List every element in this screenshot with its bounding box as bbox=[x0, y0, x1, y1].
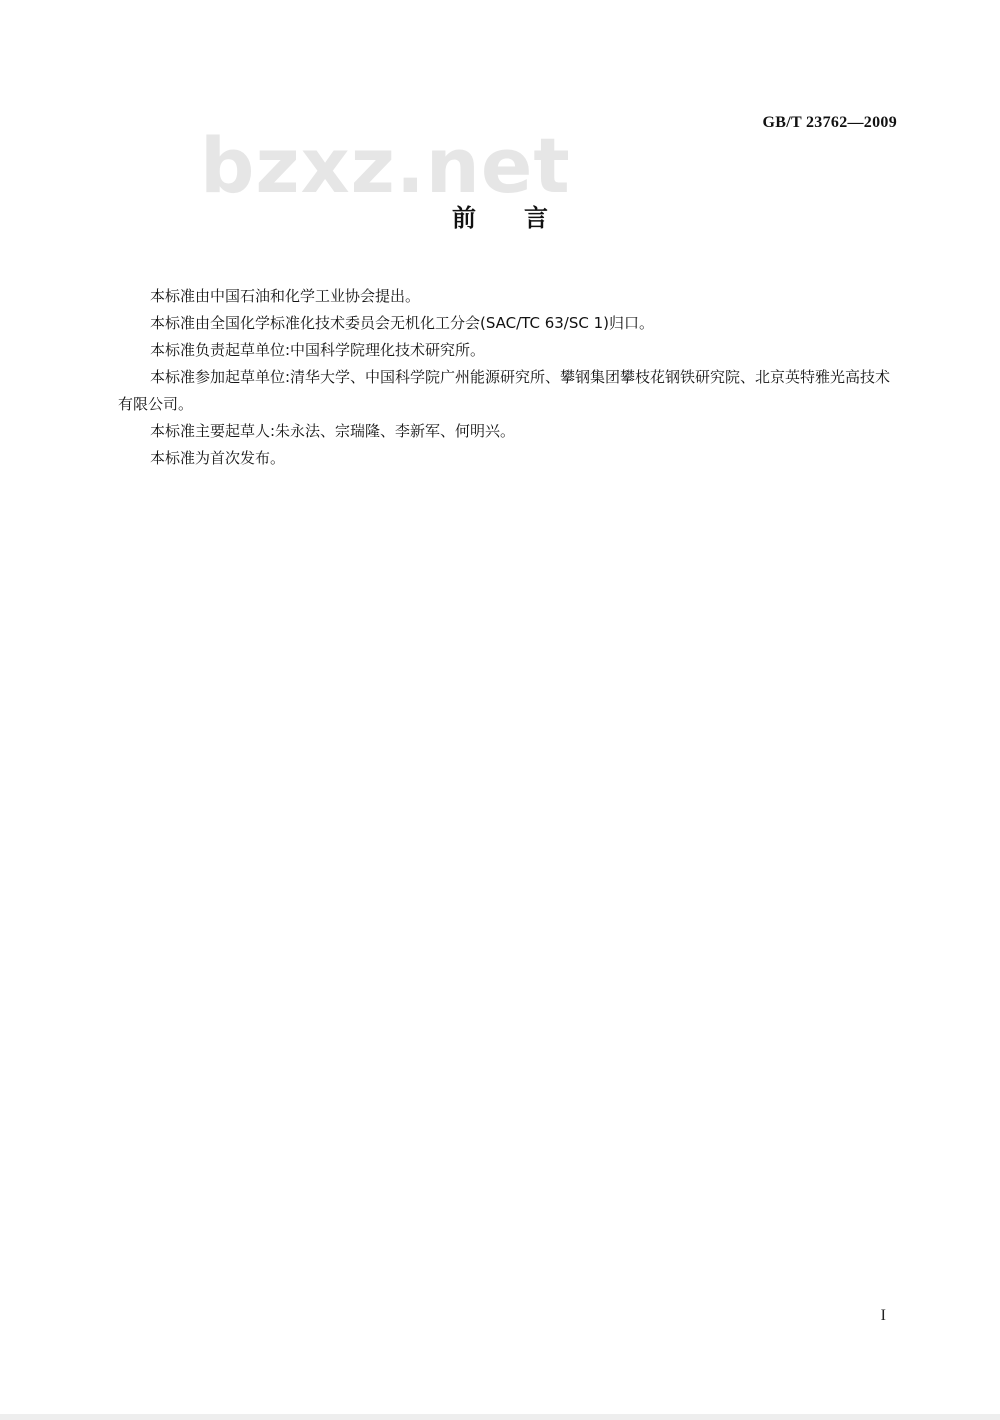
watermark: bzxz.net bbox=[200, 121, 571, 210]
paragraph-lead-drafter: 本标准负责起草单位:中国科学院理化技术研究所。 bbox=[150, 341, 486, 359]
page-title: 前言 bbox=[452, 204, 596, 232]
paragraph-participating-drafters: 本标准参加起草单位:清华大学、中国科学院广州能源研究所、攀钢集团攀枝花钢铁研究院、北京英特雅光高技术有限公司。 bbox=[118, 368, 891, 413]
foreword-body bbox=[118, 283, 900, 472]
paragraph-committee: 本标准由全国化学标准化技术委员会无机化工分会(SAC/TC 63/SC 1)归口。 bbox=[150, 314, 655, 332]
paragraph-first-release: 本标准为首次发布。 bbox=[150, 449, 286, 467]
standard-number: GB/T 23762—2009 bbox=[762, 114, 897, 131]
paragraph-main-drafters: 本标准主要起草人:朱永法、宗瑞隆、李新军、何明兴。 bbox=[150, 422, 516, 440]
paragraph-proposer: 本标准由中国石油和化学工业协会提出。 bbox=[150, 287, 421, 305]
bottom-edge bbox=[0, 1414, 1000, 1420]
page-number: I bbox=[880, 1307, 886, 1324]
